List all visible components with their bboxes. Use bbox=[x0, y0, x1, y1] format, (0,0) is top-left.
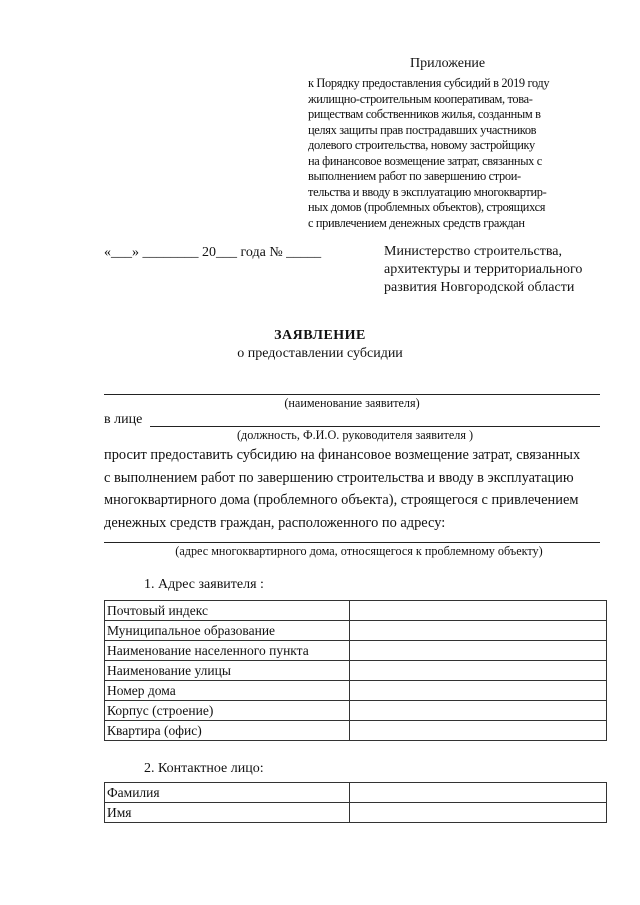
applicant-name-field[interactable] bbox=[104, 394, 600, 395]
date-number-line[interactable]: «___» ________ 20___ года № _____ bbox=[104, 245, 322, 260]
request-text bbox=[104, 444, 604, 534]
appendix-text bbox=[308, 76, 604, 231]
appendix-line: риществам собственников жилья, созданным в bbox=[308, 107, 541, 121]
apartment-input[interactable] bbox=[350, 721, 607, 741]
table-row bbox=[105, 621, 607, 641]
appendix-line: ных домов (проблемных объектов), строящихся bbox=[308, 200, 546, 214]
table-row bbox=[105, 661, 607, 681]
street-input[interactable] bbox=[350, 661, 607, 681]
house-number-label: Номер дома bbox=[105, 681, 350, 701]
first-name-input[interactable] bbox=[350, 803, 607, 823]
first-name-label: Имя bbox=[105, 803, 350, 823]
appendix-line: с привлечением денежных средств граждан bbox=[308, 215, 525, 230]
appendix-line: тельства и вводу в эксплуатацию многоквартир- bbox=[308, 184, 547, 199]
request-line: с выполнением работ по завершению строительства и вводу в эксплуатацию bbox=[104, 469, 574, 486]
table-row bbox=[105, 803, 607, 823]
surname-input[interactable] bbox=[350, 783, 607, 803]
object-address-field[interactable] bbox=[104, 542, 600, 543]
appendix-line: долевого строительства, новому застройщику bbox=[308, 138, 535, 152]
applicant-head-caption: (должность, Ф.И.О. руководителя заявителя ) bbox=[236, 428, 474, 442]
building-input[interactable] bbox=[350, 701, 607, 721]
appendix-title: Приложение bbox=[410, 56, 486, 71]
locality-label: Наименование населенного пункта bbox=[105, 641, 350, 661]
addressee-line: развития Новгородской области bbox=[384, 280, 575, 295]
contact-person-table bbox=[104, 782, 607, 823]
street-label: Наименование улицы bbox=[105, 661, 350, 681]
table-row bbox=[105, 701, 607, 721]
building-label: Корпус (строение) bbox=[105, 701, 350, 721]
addressee-line: архитектуры и территориального bbox=[384, 262, 583, 277]
addressee-ministry bbox=[384, 243, 582, 297]
applicant-name-caption: (наименование заявителя) bbox=[284, 396, 420, 410]
appendix-line: к Порядку предоставления субсидий в 2019 году bbox=[308, 76, 550, 90]
postal-code-input[interactable] bbox=[350, 601, 607, 621]
applicant-head-field[interactable] bbox=[150, 426, 600, 427]
appendix-line: на финансовое возмещение затрат, связанных с bbox=[308, 153, 542, 168]
surname-label: Фамилия bbox=[105, 783, 350, 803]
request-line: денежных средств граждан, расположенного по адресу: bbox=[104, 514, 446, 531]
appendix-line: целях защиты прав пострадавших участников bbox=[308, 122, 537, 137]
request-line: просит предоставить субсидию на финансовое возмещение затрат, связанных bbox=[104, 447, 581, 463]
applicant-address-table bbox=[104, 600, 607, 741]
table-row bbox=[105, 681, 607, 701]
appendix-line: выполнением работ по завершению строи- bbox=[308, 169, 521, 183]
municipality-input[interactable] bbox=[350, 621, 607, 641]
in-person-label: в лице bbox=[104, 412, 143, 427]
locality-input[interactable] bbox=[350, 641, 607, 661]
table-row bbox=[105, 783, 607, 803]
postal-code-label: Почтовый индекс bbox=[105, 601, 350, 621]
table-row bbox=[105, 601, 607, 621]
house-number-input[interactable] bbox=[350, 681, 607, 701]
section-contact-person-title: 2. Контактное лицо: bbox=[144, 761, 264, 776]
request-line: многоквартирного дома (проблемного объекта), строящегося с привлечением bbox=[104, 492, 579, 508]
section-applicant-address-title: 1. Адрес заявителя : bbox=[144, 577, 264, 592]
addressee-line: Министерство строительства, bbox=[384, 244, 562, 259]
table-row bbox=[105, 641, 607, 661]
municipality-label: Муниципальное образование bbox=[105, 621, 350, 641]
apartment-label: Квартира (офис) bbox=[105, 721, 350, 741]
appendix-line: жилищно-строительным кооперативам, това- bbox=[308, 91, 533, 106]
document-title: ЗАЯВЛЕНИЕ bbox=[274, 328, 366, 343]
document-subtitle: о предоставлении субсидии bbox=[237, 346, 403, 361]
table-row bbox=[105, 721, 607, 741]
object-address-caption: (адрес многоквартирного дома, относящегося к проблемному объекту) bbox=[175, 544, 543, 558]
